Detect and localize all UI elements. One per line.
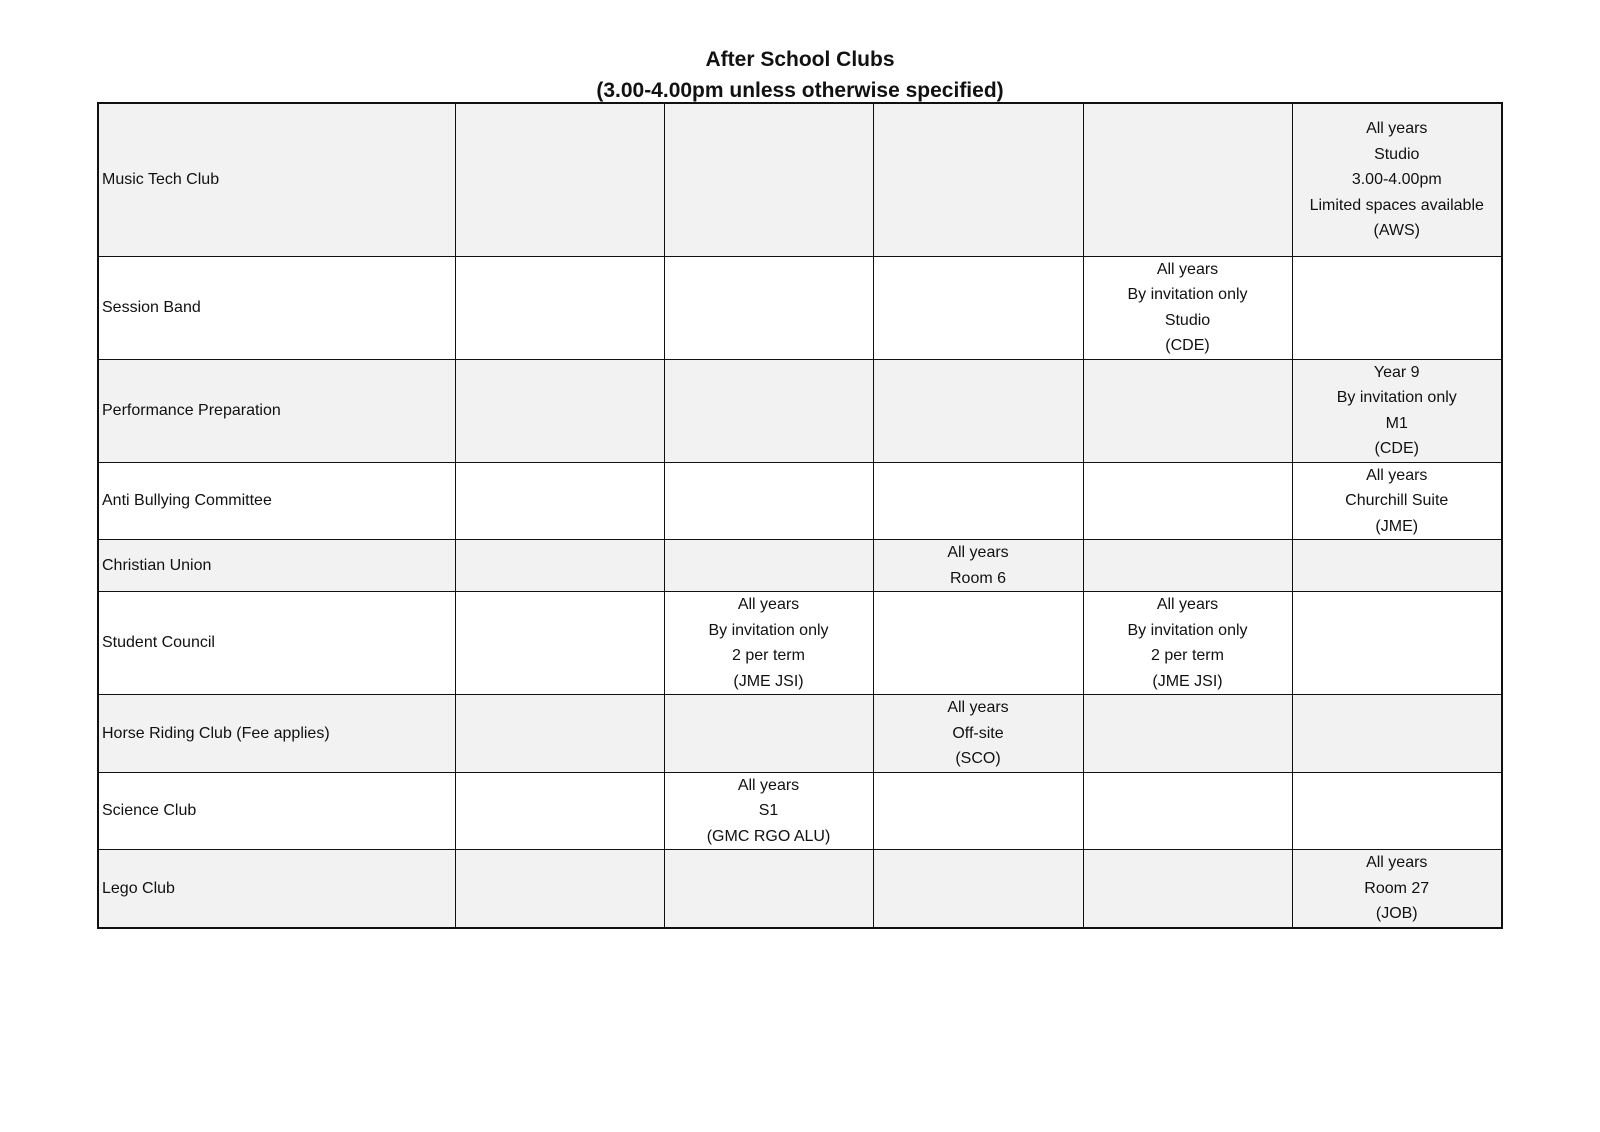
schedule-line: 2 per term bbox=[732, 647, 805, 664]
club-name-cell bbox=[98, 103, 455, 256]
schedule-line: By invitation only bbox=[1127, 621, 1248, 639]
empty-cell bbox=[455, 592, 664, 695]
schedule-line: (SCO) bbox=[955, 750, 1001, 767]
schedule-line: 2 per term bbox=[1151, 647, 1224, 664]
schedule-line: (JME JSI) bbox=[1152, 672, 1223, 690]
empty-cell bbox=[1292, 540, 1502, 592]
club-schedule-cell bbox=[1292, 850, 1502, 928]
empty-cell bbox=[1083, 462, 1292, 540]
empty-cell bbox=[1083, 695, 1292, 773]
empty-cell bbox=[873, 256, 1083, 359]
empty-cell bbox=[664, 540, 873, 592]
empty-cell bbox=[664, 695, 873, 773]
empty-cell bbox=[1083, 850, 1292, 928]
club-name-cell bbox=[98, 462, 455, 540]
clubs-table bbox=[97, 102, 1503, 929]
schedule-line: All years bbox=[737, 776, 800, 794]
schedule-line: Off-site bbox=[952, 724, 1004, 742]
empty-cell bbox=[455, 462, 664, 540]
schedule-line: All years bbox=[1156, 596, 1219, 613]
empty-cell bbox=[455, 256, 664, 359]
club-name-cell bbox=[98, 256, 455, 359]
table-row bbox=[98, 256, 1502, 359]
club-name-cell bbox=[98, 540, 455, 592]
schedule-line: All years bbox=[1366, 466, 1428, 484]
document-title: After School Clubs bbox=[705, 48, 895, 71]
club-name: Music Tech Club bbox=[102, 171, 220, 188]
empty-cell bbox=[1083, 103, 1292, 256]
empty-cell bbox=[1083, 772, 1292, 850]
table-row bbox=[98, 103, 1502, 256]
schedule-line: (JME) bbox=[1375, 517, 1419, 535]
schedule-line: (JME JSI) bbox=[733, 672, 804, 690]
empty-cell bbox=[455, 359, 664, 462]
table-row bbox=[98, 772, 1502, 850]
club-name: Performance Preparation bbox=[102, 401, 281, 419]
empty-cell bbox=[873, 592, 1083, 695]
schedule-line: Limited spaces available bbox=[1309, 196, 1484, 214]
empty-cell bbox=[1083, 359, 1292, 462]
empty-cell bbox=[1292, 695, 1502, 773]
empty-cell bbox=[873, 850, 1083, 928]
schedule-line: All years bbox=[947, 544, 1009, 561]
schedule-line: S1 bbox=[758, 802, 779, 819]
schedule-line: (AWS) bbox=[1373, 222, 1420, 239]
club-schedule-cell bbox=[873, 695, 1083, 773]
table-row bbox=[98, 592, 1502, 695]
club-name-cell bbox=[98, 592, 455, 695]
club-name-cell bbox=[98, 359, 455, 462]
empty-cell bbox=[455, 772, 664, 850]
club-name-cell bbox=[98, 772, 455, 850]
schedule-line: (JOB) bbox=[1375, 905, 1418, 922]
empty-cell bbox=[455, 103, 664, 256]
club-schedule-cell bbox=[664, 592, 873, 695]
schedule-line: (GMC RGO ALU) bbox=[706, 827, 831, 845]
club-schedule-cell bbox=[1292, 103, 1502, 256]
club-name-cell bbox=[98, 695, 455, 773]
club-schedule-cell bbox=[1292, 462, 1502, 540]
club-name: Christian Union bbox=[102, 556, 212, 574]
club-schedule-cell bbox=[1292, 359, 1502, 462]
empty-cell bbox=[873, 462, 1083, 540]
club-name-cell bbox=[98, 850, 455, 928]
document-subtitle: (3.00-4.00pm unless otherwise specified) bbox=[596, 79, 1004, 102]
schedule-line: Year 9 bbox=[1373, 363, 1420, 381]
schedule-line: Studio bbox=[1374, 145, 1420, 163]
schedule-line: Studio bbox=[1164, 311, 1211, 329]
table-row bbox=[98, 695, 1502, 773]
document-header bbox=[0, 44, 1600, 106]
empty-cell bbox=[455, 850, 664, 928]
schedule-line: (CDE) bbox=[1165, 337, 1210, 354]
empty-cell bbox=[873, 359, 1083, 462]
empty-cell bbox=[455, 695, 664, 773]
club-name: Science Club bbox=[102, 802, 197, 819]
table-row bbox=[98, 540, 1502, 592]
empty-cell bbox=[1292, 592, 1502, 695]
club-schedule-cell bbox=[1083, 256, 1292, 359]
schedule-line: Churchill Suite bbox=[1345, 492, 1449, 509]
schedule-line: All years bbox=[1366, 854, 1428, 871]
schedule-line: All years bbox=[1156, 260, 1219, 278]
club-schedule-cell bbox=[1083, 592, 1292, 695]
table-row bbox=[98, 462, 1502, 540]
empty-cell bbox=[873, 772, 1083, 850]
schedule-line: All years bbox=[947, 699, 1009, 716]
schedule-line: M1 bbox=[1385, 414, 1408, 432]
empty-cell bbox=[455, 540, 664, 592]
schedule-line: Room 27 bbox=[1364, 879, 1430, 897]
schedule-line: All years bbox=[737, 596, 800, 613]
table-row bbox=[98, 850, 1502, 928]
schedule-line: (CDE) bbox=[1374, 440, 1419, 457]
club-name: Anti Bullying Committee bbox=[102, 492, 272, 509]
schedule-line: Room 6 bbox=[949, 569, 1007, 587]
club-schedule-cell bbox=[664, 772, 873, 850]
empty-cell bbox=[664, 462, 873, 540]
schedule-line: By invitation only bbox=[708, 621, 829, 639]
empty-cell bbox=[664, 850, 873, 928]
club-name: Horse Riding Club (Fee applies) bbox=[102, 724, 330, 742]
table-row bbox=[98, 359, 1502, 462]
club-name: Student Council bbox=[102, 634, 215, 652]
empty-cell bbox=[1292, 256, 1502, 359]
empty-cell bbox=[873, 103, 1083, 256]
empty-cell bbox=[664, 103, 873, 256]
schedule-line: By invitation only bbox=[1336, 389, 1457, 406]
club-name: Lego Club bbox=[102, 879, 175, 897]
empty-cell bbox=[664, 359, 873, 462]
club-schedule-cell bbox=[873, 540, 1083, 592]
schedule-line: By invitation only bbox=[1127, 286, 1248, 303]
schedule-line: All years bbox=[1366, 120, 1428, 137]
club-name: Session Band bbox=[102, 298, 201, 316]
empty-cell bbox=[664, 256, 873, 359]
clubs-table-body bbox=[98, 103, 1502, 928]
schedule-line: 3.00-4.00pm bbox=[1351, 171, 1442, 188]
empty-cell bbox=[1083, 540, 1292, 592]
empty-cell bbox=[1292, 772, 1502, 850]
